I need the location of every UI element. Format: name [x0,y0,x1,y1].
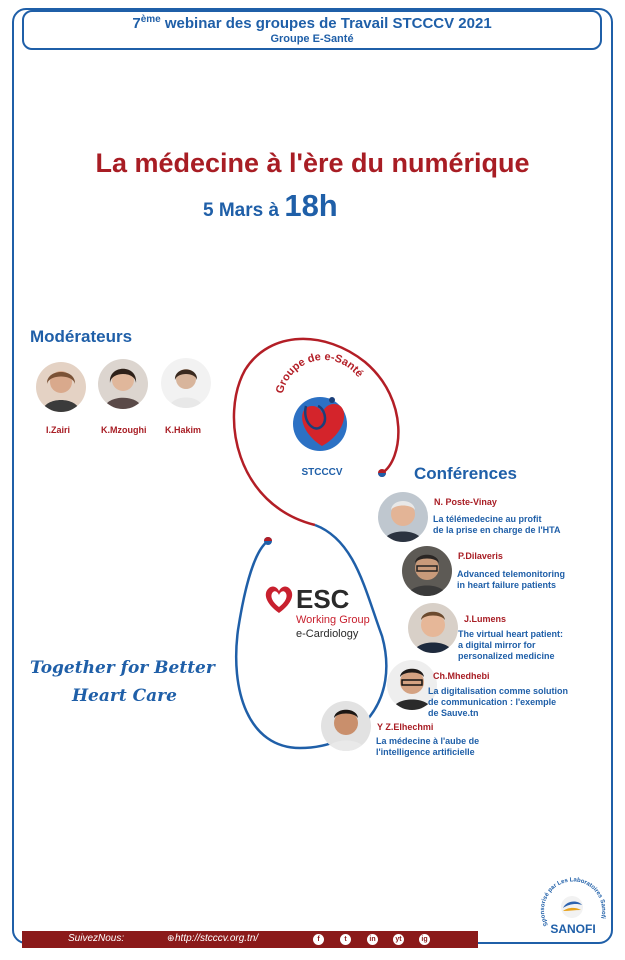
speaker-photo-5 [321,701,371,751]
esc-logo [262,580,372,650]
speaker-talk-3-line-1: The virtual heart patient: [458,629,564,639]
esante-group-logo [262,346,382,476]
speaker-name-4: Ch.Mhedhebi [433,671,490,681]
speaker-talk-3-line-2: a digital mirror for [458,640,536,650]
event-date: 5 Mars à 18h [203,188,338,223]
speaker-talk-5-line-2: l'intelligence artificielle [376,747,475,757]
esante-logo-graphic [262,346,382,476]
follow-us-label: SuivezNous: [68,933,125,944]
speaker-talk-5-line-1: La médecine à l'aube de [376,736,480,746]
slogan-line-2: Heart Care [72,686,177,706]
stcccv-label: STCCCV [301,467,343,478]
speaker-talk-4-line-1: La digitalisation comme solution [428,686,569,696]
sanofi-brand: SANOFI [550,922,596,936]
header-box [22,10,602,50]
speaker-talk-4-line-3: de Sauve.tn [428,708,479,718]
moderator-name-2: K.Mzoughi [101,425,147,435]
speaker-talk-1-line-1: La télémedecine au profit [433,514,542,524]
sanofi-sponsor-logo [536,869,610,943]
speaker-talk-2-line-1: Advanced telemonitoring [457,569,566,579]
esc-line1: Working Group [296,614,370,626]
speaker-name-5: Y Z.Elhechmi [377,722,434,732]
twitter-icon[interactable]: t [340,934,351,945]
speaker-talk-2-line-2: in heart failure patients [457,580,557,590]
header-title: 7ème webinar des groupes de Travail STCCCV 2021 [132,14,492,32]
speaker-name-2: P.Dilaveris [458,551,503,561]
instagram-icon[interactable]: ig [419,934,430,945]
slogan-line-1: Together for Better [30,658,215,678]
esc-heart-icon [262,582,296,616]
speaker-talk-3-line-3: personalized medicine [458,651,555,661]
speaker-name-1: N. Poste-Vinay [434,497,497,507]
esc-brand: ESC [296,584,350,614]
esc-line2: e-Cardiology [296,628,359,640]
moderator-name-1: I.Zairi [46,425,71,435]
moderator-name-3: K.Hakim [165,425,202,435]
speaker-photo-1 [378,492,428,542]
speaker-talk-1-line-2: de la prise en charge de l'HTA [433,525,561,535]
svg-text:Groupe de e-Santé [274,351,365,395]
linkedin-icon[interactable]: in [367,934,378,945]
web-icon: ⊕ [167,933,175,943]
conferences-heading: Conférences [414,464,517,483]
website-link[interactable]: http://stcccv.org.tn/ [175,933,259,944]
slogan [30,654,215,710]
speaker-talk-4-line-2: de communication : l'exemple [428,697,557,707]
speaker-photo-3 [408,603,458,653]
speaker-name-3: J.Lumens [464,614,507,624]
youtube-icon[interactable]: yt [393,934,404,945]
speaker-photo-2 [402,546,452,596]
header-subtitle: Groupe E-Santé [270,33,354,45]
facebook-icon[interactable]: f [313,934,324,945]
sponsor-arc-text: Sponsorisé par Les Laboratoires Sanofi [539,877,607,927]
event-title: La médecine à l'ère du numérique [95,148,530,178]
footer-bar [22,931,478,948]
moderator-photo-1 [36,362,86,412]
esante-arc-text: Groupe de e-Santé [273,350,366,395]
moderators-heading: Modérateurs [30,327,133,346]
moderator-photo-2 [98,359,148,409]
moderator-photo-3 [161,358,211,408]
